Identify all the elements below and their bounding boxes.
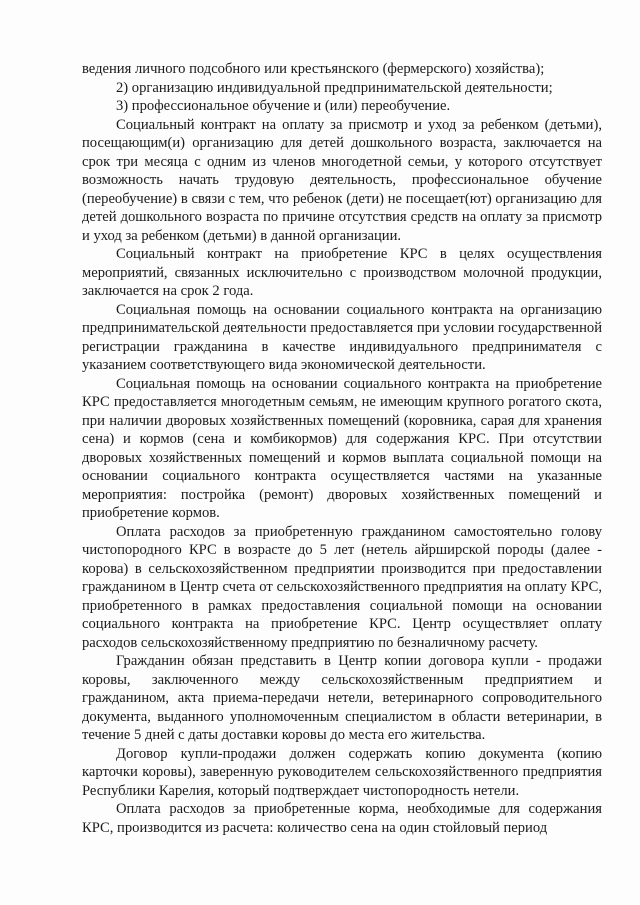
paragraph-entrepreneur-condition: Социальная помощь на основании социального контракта на организацию предпринимательской деятельности предоставляется при условии государственной регистрации гражданина в качестве индивидуального предпринимателя с указанием соответствующего вида экономической деятельности. [82,301,602,373]
paragraph-cattle-contract-term: Социальный контракт на приобретение КРС в целях осуществления мероприятий, связанных исключительно с производством молочной продукции, заключается на срок 2 года. [82,246,602,299]
paragraph-cattle-assistance: Социальная помощь на основании социального контракта на приобретение КРС предоставляется многодетным семьям, не имеющим крупного рогатого скота, при наличии дворовых хозяйственных помещений (коровника, сарая для хранения сена) и кормов (сена и комбикормов) для содержания КРС. При отсутствии дворовых хозяйственных помещений и кормов выплата социальной помощи на основании социального контракта осуществляется частями на указанные мероприятия: постройка (ремонт) дворовых хозяйственных помещений и приобретение кормов. [82,375,602,521]
list-item-2: 2) организацию индивидуальной предпринимательской деятельности; [116,79,553,96]
paragraph-feed-payment: Оплата расходов за приобретенные корма, необходимые для содержания КРС, производится из расчета: количество сена на один стойловый период [82,801,602,836]
paragraph-cattle-payment: Оплата расходов за приобретенную гражданином самостоятельно голову чистопородного КРС в возрасте до 5 лет (нетель айрширской породы (далее - корова) в сельскохозяйственном предприятии производится при предоставлении гражданином в Центр счета от сельскохозяйственного предприятия на оплату КРС, приобретенного в рамках предоставления социальной помощи на основании социального контракта на приобретение КРС. Центр осуществляет оплату расходов сельскохозяйственному предприятию по безналичному расчету. [82,523,602,651]
paragraph-sale-contract: Договор купли-продажи должен содержать копию документа (копию карточки коровы), заверенную руководителем сельскохозяйственного предприятия Республики Карелия, который подтверждает чистопородность нетели. [82,745,602,799]
paragraph-childcare-contract: Социальный контракт на оплату за присмотр и уход за ребенком (детьми), посещающим(и) организацию для детей дошкольного возраста, заключается на срок три месяца с одним из членов многодетной семьи, у которого отсутствует возможность начать трудовую деятельность, профессиональное обучение (переобучение) в связи с тем, что ребенок (дети) не посещает(ют) организацию для детей дошкольного возраста по причине отсутствия средств на оплату за присмотр и уход за ребенком (детьми) в данной организации. [82,116,602,244]
list-item-3: 3) профессиональное обучение и (или) переобучение. [116,98,451,114]
paragraph-documents-required: Гражданин обязан представить в Центр копии договора купли - продажи коровы, заключенного между сельскохозяйственным предприятием и гражданином, акта приема-передачи нетели, ветеринарного сопроводительного документа, выданного уполномоченным специалистом в области ветеринарии, в течение 5 дней с даты доставки коровы до места его жительства. [82,653,602,743]
paragraph-continuation: ведения личного подсобного или крестьянского (фермерского) хозяйства); [82,61,545,77]
document-body [82,60,602,837]
